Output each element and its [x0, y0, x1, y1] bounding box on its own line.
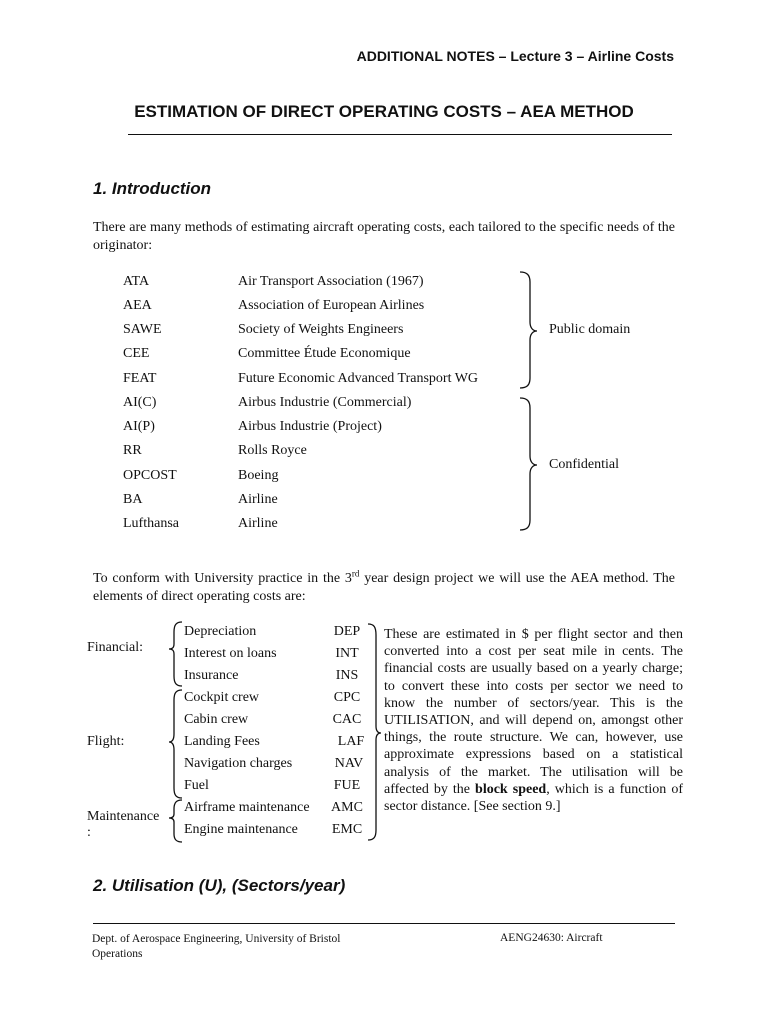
category-maintenance: Maintenance: [87, 809, 160, 824]
method-abbr: AI(C): [123, 395, 157, 410]
element-name: Depreciation: [184, 624, 257, 639]
method-name: Airbus Industrie (Project): [238, 419, 382, 434]
method-name: Future Economic Advanced Transport WG: [238, 371, 479, 386]
element-code: FUE: [333, 778, 361, 793]
header-note: ADDITIONAL NOTES – Lecture 3 – Airline Costs: [356, 48, 674, 64]
method-abbr: ATA: [123, 274, 150, 289]
section-2-heading: 2. Utilisation (U), (Sectors/year): [93, 876, 346, 895]
category-financial: Financial:: [87, 640, 143, 655]
element-name: Landing Fees: [184, 734, 260, 749]
element-name: Fuel: [184, 778, 209, 793]
document-title: ESTIMATION OF DIRECT OPERATING COSTS – AEA METHOD: [134, 102, 634, 121]
method-name: Committee Étude Economique: [238, 346, 411, 361]
element-code: AMC: [331, 800, 363, 815]
explanation-text: These are estimated in $ per flight sector and then converted into a cost per seat mile in cents. The financial costs are usually based on a yearly charge; to convert these into costs per sector we need to know the number of sectors/year. This is the UTILISATION, and will depend on, amongst other things, the route structure. We can, however, use approximate expressions based on a statistical analysis of the market. The utilisation will be affected by the: [384, 627, 683, 797]
method-name: Airline: [238, 492, 278, 507]
footer-rule: [93, 923, 675, 924]
confidential-label: Confidential: [549, 457, 619, 472]
intro-paragraph: There are many methods of estimating aircraft operating costs, each tailored to the specific needs of the originator:: [93, 220, 675, 253]
footer-department: [92, 932, 340, 962]
category-flight: Flight:: [87, 734, 125, 749]
method-abbr: CEE: [123, 346, 150, 361]
method-name: Rolls Royce: [238, 443, 307, 458]
method-name: Boeing: [238, 468, 279, 483]
element-name: Interest on loans: [184, 646, 277, 661]
footer-line: Operations: [92, 948, 143, 960]
section-1-heading: 1. Introduction: [93, 179, 212, 198]
confidential-brace: [520, 398, 537, 530]
element-code: NAV: [334, 756, 364, 771]
maintenance-left-brace: [169, 800, 182, 842]
element-code: LAF: [337, 734, 365, 749]
method-abbr: BA: [123, 492, 143, 507]
method-name: Airline: [238, 516, 278, 531]
method-abbr: RR: [123, 443, 142, 458]
method-name: Airbus Industrie (Commercial): [238, 395, 412, 410]
elements-right-brace: [368, 624, 381, 840]
explanation-text: , which is a function of sector distance. [See section 9.]: [384, 781, 684, 815]
conform-text: To conform with University practice in the 3: [93, 571, 352, 586]
element-name: Cockpit crew: [184, 690, 260, 705]
footer-course-code: AENG24630: Aircraft: [500, 932, 603, 944]
element-code: INS: [335, 668, 359, 683]
public-domain-brace: [520, 272, 537, 388]
element-code: EMC: [331, 822, 363, 837]
element-name: Airframe maintenance: [184, 800, 310, 815]
element-name: Insurance: [184, 668, 239, 683]
method-abbr: AEA: [123, 298, 152, 313]
method-name: Society of Weights Engineers: [238, 322, 404, 337]
conform-text: year design project we will use the AEA method. The elements of direct operating costs are:: [93, 571, 675, 604]
method-abbr: Lufthansa: [123, 516, 179, 531]
footer-line: Dept. of Aerospace Engineering, University of Bristol: [92, 933, 341, 945]
category-maintenance-colon: :: [87, 825, 91, 840]
financial-left-brace: [169, 622, 182, 686]
public-domain-label: Public domain: [549, 322, 631, 337]
element-code: INT: [335, 646, 359, 661]
method-abbr: AI(P): [123, 419, 155, 434]
method-name: Association of European Airlines: [238, 298, 425, 313]
block-speed-term: block speed: [475, 781, 547, 797]
method-name: Air Transport Association (1967): [238, 274, 424, 289]
element-name: Engine maintenance: [184, 822, 298, 837]
flight-left-brace: [169, 690, 182, 798]
element-name: Cabin crew: [184, 712, 249, 727]
element-name: Navigation charges: [184, 756, 293, 771]
method-abbr: FEAT: [123, 371, 157, 386]
ordinal-suffix: rd: [351, 568, 360, 579]
element-code: DEP: [333, 624, 361, 639]
element-code: CPC: [333, 690, 361, 705]
method-abbr: OPCOST: [123, 468, 177, 483]
element-code: CAC: [332, 712, 362, 727]
method-abbr: SAWE: [123, 322, 162, 337]
